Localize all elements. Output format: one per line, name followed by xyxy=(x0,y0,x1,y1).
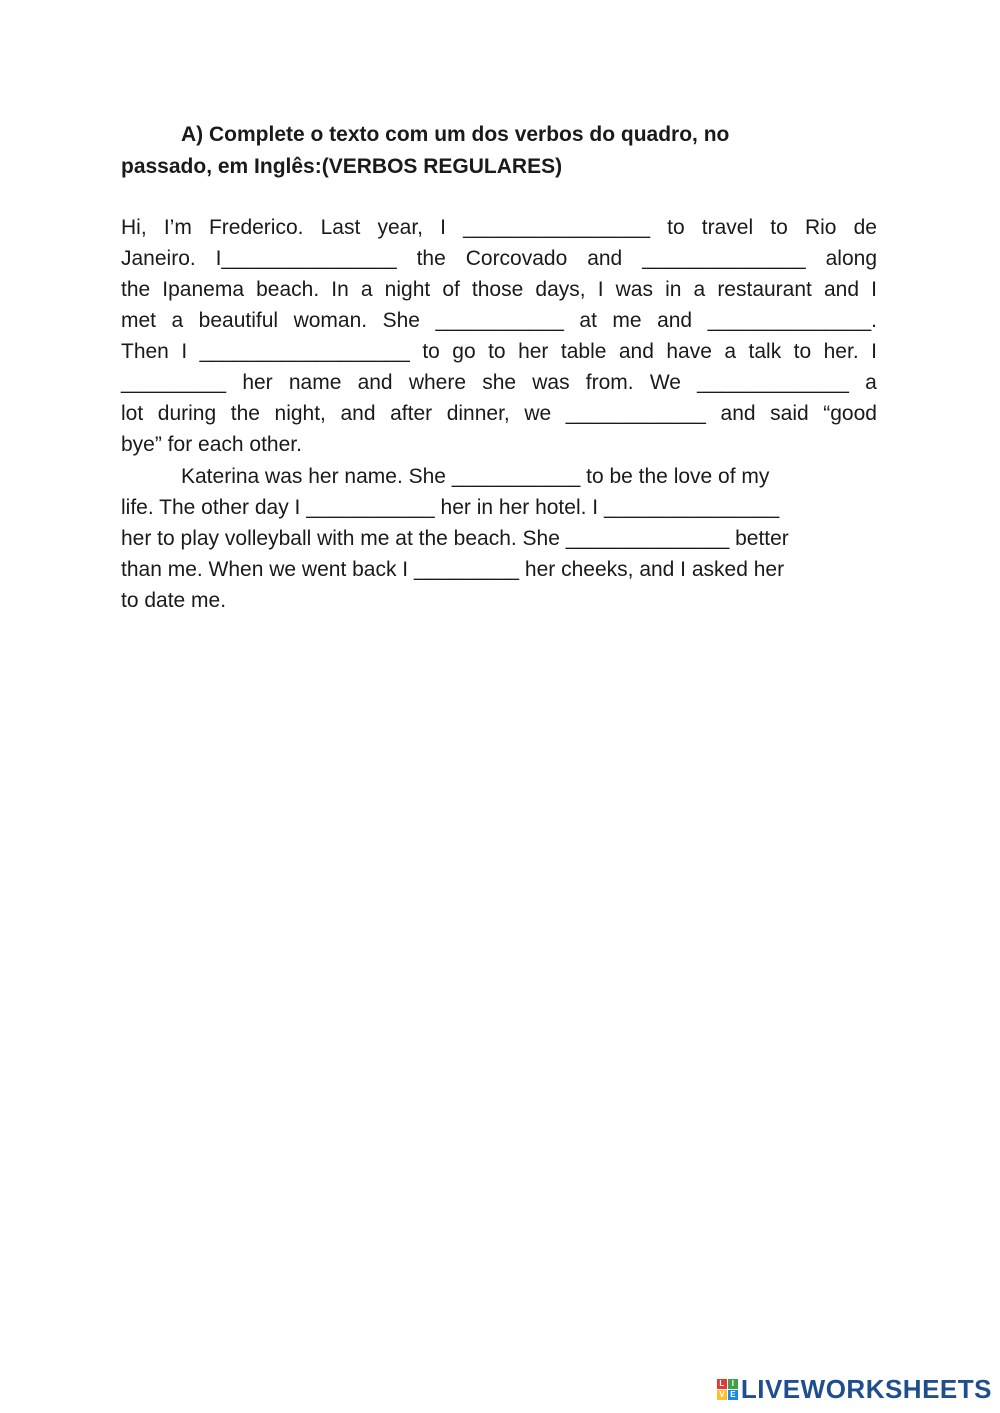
word: and xyxy=(618,340,654,363)
logo-mark-letter: E xyxy=(728,1390,738,1400)
logo-mark-icon xyxy=(717,1379,738,1400)
word: and xyxy=(720,402,756,425)
word: her. xyxy=(823,340,859,363)
word: I xyxy=(871,278,877,301)
paragraph-1-line xyxy=(121,243,877,274)
word: beach. xyxy=(256,278,320,301)
logo-mark-letter: V xyxy=(717,1390,727,1400)
word: name xyxy=(288,371,342,394)
word: Hi, xyxy=(121,216,147,239)
word: __________________ xyxy=(199,340,410,363)
word: de xyxy=(853,216,877,239)
word: a xyxy=(171,309,184,332)
exercise-heading xyxy=(121,119,881,183)
word: to xyxy=(488,340,506,363)
word: the xyxy=(121,278,151,301)
paragraph-1-line xyxy=(121,367,877,398)
word: her xyxy=(242,371,273,394)
logo-mark-letter: L xyxy=(717,1379,727,1389)
word: ____________ xyxy=(565,402,706,425)
word: I’m xyxy=(163,216,192,239)
word: We xyxy=(649,371,681,394)
word: travel xyxy=(701,216,754,239)
word: I xyxy=(181,340,188,363)
word: to xyxy=(793,340,812,363)
word: and xyxy=(657,309,693,332)
word: and xyxy=(587,247,623,270)
word: dinner, xyxy=(446,402,510,425)
word: to xyxy=(422,340,440,363)
word: go xyxy=(452,340,476,363)
word: to xyxy=(770,216,788,239)
paragraph-1-line xyxy=(121,212,877,243)
word: In xyxy=(331,278,349,301)
word: we xyxy=(524,402,552,425)
word: of xyxy=(442,278,460,301)
word: during xyxy=(157,402,217,425)
paragraph-2-line: her to play volleyball with me at the beach. She ______________ better xyxy=(121,527,789,550)
word: at xyxy=(579,309,597,332)
word: I xyxy=(440,216,446,239)
word: Corcovado xyxy=(465,247,568,270)
word: “good xyxy=(823,402,877,425)
word: I xyxy=(871,340,877,363)
word: where xyxy=(408,371,467,394)
word: Janeiro. xyxy=(121,247,196,270)
liveworksheets-logo xyxy=(717,1374,992,1405)
paragraph-2-line: Katerina was her name. She ___________ to be the love of my xyxy=(181,465,770,488)
word: have xyxy=(666,340,712,363)
word: and xyxy=(823,278,860,301)
logo-mark-letter: I xyxy=(728,1379,738,1389)
word: I xyxy=(597,278,604,301)
word: year, xyxy=(377,216,423,239)
paragraph-1-line xyxy=(121,336,877,367)
word: a xyxy=(693,278,706,301)
word: woman. xyxy=(293,309,368,332)
word: night, xyxy=(274,402,326,425)
word: Frederico. xyxy=(208,216,304,239)
word: to xyxy=(667,216,685,239)
word: she xyxy=(482,371,517,394)
word: was xyxy=(532,371,570,394)
word: and xyxy=(340,402,376,425)
logo-text: LIVEWORKSHEETS xyxy=(740,1374,992,1404)
word: lot xyxy=(121,402,144,425)
word: ________________ xyxy=(463,216,650,239)
word: and xyxy=(357,371,393,394)
word: beautiful xyxy=(198,309,279,332)
word: along xyxy=(825,247,877,270)
word: from. xyxy=(585,371,634,394)
word: a xyxy=(865,371,877,394)
word: met xyxy=(121,309,157,332)
paragraph-1-line xyxy=(121,274,877,305)
paragraph-1-line xyxy=(121,305,877,336)
word: night xyxy=(384,278,431,301)
paragraph-1-line: bye” for each other. xyxy=(121,433,302,456)
word: ___________ xyxy=(435,309,564,332)
word: Last xyxy=(320,216,361,239)
word: her xyxy=(518,340,549,363)
word: days, xyxy=(535,278,586,301)
word: me xyxy=(612,309,642,332)
word: restaurant xyxy=(717,278,812,301)
word: a xyxy=(724,340,737,363)
word: Then xyxy=(121,340,169,363)
paragraph-1-line xyxy=(121,398,877,429)
word: in xyxy=(665,278,682,301)
word: Rio xyxy=(804,216,837,239)
word: the xyxy=(416,247,446,270)
paragraph-2-line: life. The other day I ___________ her in her hotel. I _______________ xyxy=(121,496,780,519)
word: ______________. xyxy=(707,309,877,332)
paragraph-2-line: to date me. xyxy=(121,589,227,612)
word: said xyxy=(770,402,809,425)
paragraph-2-line: than me. When we went back I _________ her cheeks, and I asked her xyxy=(121,558,785,581)
heading-line-1: A) Complete o texto com um dos verbos do quadro, no xyxy=(181,123,730,146)
word: ______________ xyxy=(642,247,806,270)
word: a xyxy=(360,278,373,301)
word: Ipanema xyxy=(162,278,245,301)
word: _____________ xyxy=(697,371,849,394)
word: was xyxy=(615,278,653,301)
word: table xyxy=(560,340,607,363)
word: those xyxy=(471,278,524,301)
word: I_______________ xyxy=(215,247,397,270)
word: after xyxy=(390,402,433,425)
heading-line-2: passado, em Inglês:(VERBOS REGULARES) xyxy=(121,155,563,178)
word: She xyxy=(382,309,420,332)
word: the xyxy=(230,402,260,425)
word: _________ xyxy=(121,371,227,394)
word: talk xyxy=(748,340,782,363)
